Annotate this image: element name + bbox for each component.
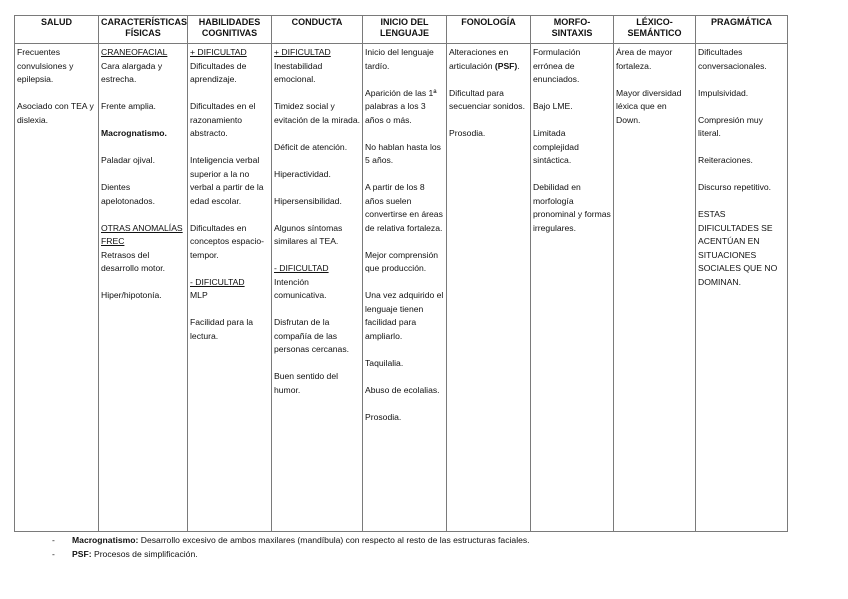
cell-caracteristicas-fisicas xyxy=(99,44,188,532)
list-item: Hipersensibilidad. xyxy=(274,195,342,206)
list-item: Hiperactividad. xyxy=(274,168,331,179)
cell-inicio-lenguaje xyxy=(363,44,447,532)
cell-conducta xyxy=(272,44,363,532)
list-item: Mejor comprensión que producción. xyxy=(365,249,439,273)
section-heading: - DIFICULTAD xyxy=(190,276,245,287)
list-item: Asociado con TEA y dislexia. xyxy=(17,101,94,125)
table-body-row xyxy=(15,44,788,532)
list-item: Dientes apelotonados. xyxy=(101,182,155,206)
list-item: Intención comunicativa. xyxy=(274,276,327,300)
list-item: Buen sentido del humor. xyxy=(274,371,339,395)
header-morfosintaxis: MORFO- SINTAXIS xyxy=(531,16,614,44)
list-item: Inteligencia verbal superior a la no verbal a partir de la edad escolar. xyxy=(190,155,264,206)
header-pragmatica: PRAGMÁTICA xyxy=(696,16,788,44)
list-item: Dificultades conversacionales. xyxy=(698,47,767,71)
list-item: Abuso de ecolalias. xyxy=(365,384,440,395)
list-item: Aparición de las 1ª palabras a los 3 años o más. xyxy=(365,87,437,125)
list-item: Debilidad en morfología pronominal y formas irregulares. xyxy=(533,182,611,233)
cell-salud xyxy=(15,44,99,532)
list-item: Una vez adquirido el lenguaje tienen facilidad para ampliarlo. xyxy=(365,290,444,341)
cell-morfosintaxis xyxy=(531,44,614,532)
cell-lexico-semantico xyxy=(614,44,696,532)
list-item: Área de mayor fortaleza. xyxy=(616,47,673,71)
list-item: Frente amplia. xyxy=(101,101,156,111)
list-item: Limitada complejidad sintáctica. xyxy=(533,128,579,165)
list-item: Alteraciones en articulación (PSF). xyxy=(449,47,520,71)
list-item: Cara alargada y estrecha. xyxy=(101,60,163,84)
list-item: Dificultades de aprendizaje. xyxy=(190,60,247,84)
list-item: Macrognatismo. xyxy=(101,128,167,138)
section-heading: CRANEOFACIAL xyxy=(101,47,168,57)
list-item: Prosodia. xyxy=(365,411,402,422)
list-item: Mayor diversidad léxica que en Down. xyxy=(616,87,682,125)
list-item: Compresión muy literal. xyxy=(698,114,763,138)
list-item: A partir de los 8 años suelen convertirse en áreas de relativa fortaleza. xyxy=(365,182,443,233)
list-item: No hablan hasta los 5 años. xyxy=(365,141,441,165)
list-item: Frecuentes convulsiones y epilepsia. xyxy=(17,47,74,84)
list-item: MLP xyxy=(190,290,208,300)
footnote-psf: - PSF: Procesos de simplificación. xyxy=(52,549,198,559)
section-heading: + DIFICULTAD xyxy=(190,47,247,57)
list-item: Prosodia. xyxy=(449,128,486,138)
header-caracteristicas-fisicas: CARACTERÍSTICAS FÍSICAS xyxy=(99,16,188,44)
list-item: Dificultades en conceptos espacio-tempor. xyxy=(190,222,265,260)
header-fonologia: FONOLOGÍA xyxy=(447,16,531,44)
section-heading: - DIFICULTAD xyxy=(274,263,329,273)
list-item: Formulación errónea de enunciados. xyxy=(533,47,581,84)
comparison-table-container xyxy=(14,15,787,532)
list-item: ESTAS DIFICULTADES SE ACENTÚAN EN SITUACIONES SOCIALES QUE NO DOMINAN. xyxy=(698,209,778,287)
footnote-macrognatismo: - Macrognatismo: Desarrollo excesivo de ambos maxilares (mandíbula) con respecto al resto de las estructuras faciales. xyxy=(52,535,530,545)
list-item: Discurso repetitivo. xyxy=(698,182,772,192)
list-item: Inicio del lenguaje tardío. xyxy=(365,47,434,71)
psf-abbreviation: (PSF) xyxy=(494,60,518,71)
list-item: Dificultad para secuenciar sonidos. xyxy=(449,87,525,111)
header-lexico-semantico: LÉXICO- SEMÁNTICO xyxy=(614,16,696,44)
list-item: Bajo LME. xyxy=(533,101,573,111)
list-item: Hiper/hipotonía. xyxy=(101,290,162,300)
list-item: Reiteraciones. xyxy=(698,155,753,165)
list-item: Paladar ojival. xyxy=(101,155,155,165)
cell-pragmatica xyxy=(696,44,788,532)
list-item: Déficit de atención. xyxy=(274,141,348,152)
list-item: Timidez social y evitación de la mirada. xyxy=(274,101,360,125)
cell-habilidades-cognitivas xyxy=(188,44,272,532)
header-inicio-lenguaje: INICIO DEL LENGUAJE xyxy=(363,16,447,44)
list-item: Disfrutan de la compañía de las personas cercanas. xyxy=(274,317,349,354)
list-item: Inestabilidad emocional. xyxy=(274,60,323,84)
list-item: Taquilalia. xyxy=(365,357,404,368)
table-header-row xyxy=(15,16,788,44)
header-salud: SALUD xyxy=(15,16,99,44)
cell-fonologia xyxy=(447,44,531,532)
syndrome-characteristics-table xyxy=(14,15,788,532)
list-item: Facilidad para la lectura. xyxy=(190,317,254,341)
section-heading: OTRAS ANOMALÍAS FREC xyxy=(101,222,183,246)
list-item: Impulsividad. xyxy=(698,87,749,98)
list-item: Retrasos del desarrollo motor. xyxy=(101,249,166,273)
list-item: Algunos síntomas similares al TEA. xyxy=(274,222,343,246)
header-conducta: CONDUCTA xyxy=(272,16,363,44)
header-habilidades-cognitivas: HABILIDADES COGNITIVAS xyxy=(188,16,272,44)
footnotes xyxy=(52,533,530,561)
section-heading: + DIFICULTAD xyxy=(274,47,331,57)
list-item: Dificultades en el razonamiento abstracto. xyxy=(190,101,256,138)
